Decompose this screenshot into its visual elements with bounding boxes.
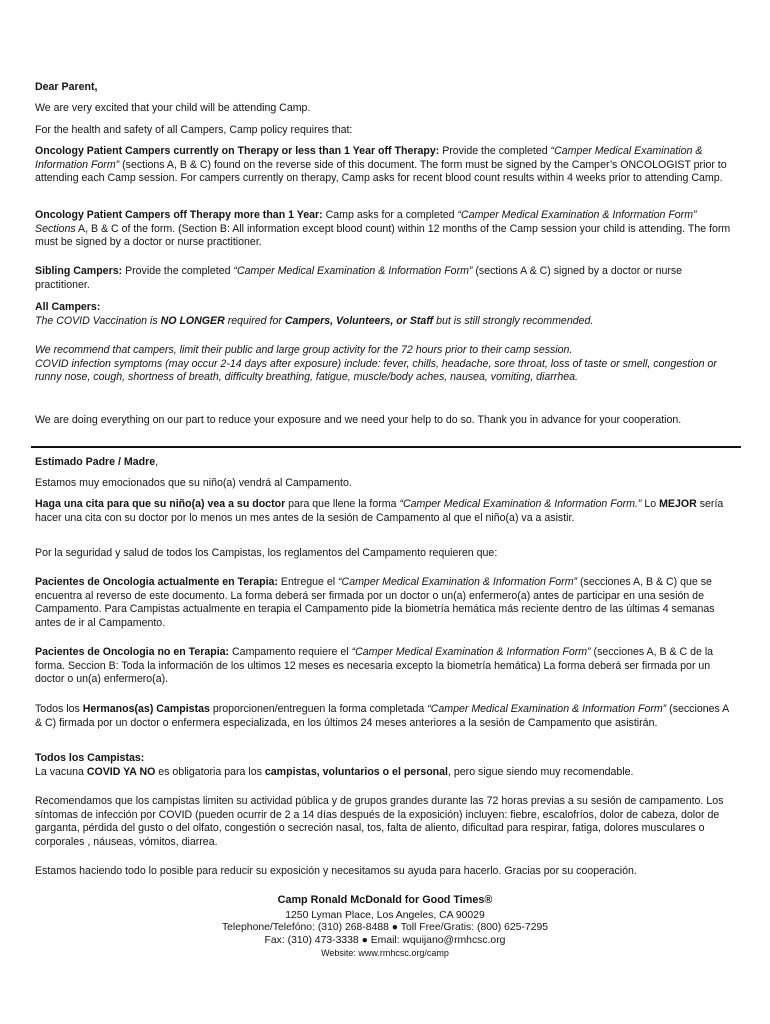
off-therapy-es: Pacientes de Oncologia no en Terapia: Campamento requiere el “Camper Medical Examination & Information Form” (secciones A, B & C de la forma. Seccion B: Toda la información de los ultimos 12 meses es necesaria excepto la biometría hemática) La forma deberá ser firmada por un doctor o un(a) enfermero(a). [35, 646, 714, 686]
off-therapy-en: Oncology Patient Campers off Therapy more than 1 Year: Camp asks for a completed “Camper Medical Examination & Information Form” Sections A, B & C of the form. (Section B: All information except blood count) within 12 months of the Camp session your child is attending. The form must be signed by a doctor or nurse practitioner. [35, 209, 731, 249]
footer-fax-email: Fax: (310) 473-3338 ● Email: wquijano@rmhcsc.org [264, 935, 506, 946]
footer-phone: Telephone/Telefóno: (310) 268-8488 ● Toll Free/Gratis: (800) 625-7295 [221, 922, 549, 933]
closing-es: Estamos haciendo todo lo posible para reducir su exposición y necesitamos su ayuda para hacerlo. Gracias por su cooperación. [35, 865, 637, 877]
greeting-es: Estimado Padre / Madre, [35, 456, 159, 468]
sibling-en: Sibling Campers: Provide the completed “Camper Medical Examination & Information Form” (sections A & C) signed by a doctor or nurse practitioner. [35, 265, 683, 291]
greeting-en: Dear Parent, [35, 81, 98, 93]
recommend-es: Recomendamos que los campistas limiten su actividad pública y de grupos grandes durante las 72 horas previas a su sesión de campamento. Los síntomas de infección por COVID (pueden ocurrir de 2 a 14 días después de la exposición) incluyen: fiebre, escalofríos, dolor de cabeza, dolor de garganta, pérdida del gusto o del olfato, congestión o secreción nasal, tos, falta de aliento, dificultad para respirar, fatiga, dolores musculares o corporales , náuseas, vómitos, diarrea. [35, 795, 724, 848]
section-divider [31, 446, 741, 448]
on-therapy-es: Pacientes de Oncologia actualmente en Terapia: Entregue el “Camper Medical Examination & Information Form” (secciones A, B & C) que se encuentra al reverso de este documento. La forma deberá ser firmada por un doctor o un(a) enfermero(a) antes de participar en una sesión de Campamento. Para Campistas actualmente en terapia el Campamento pide la biometría hemática más reciente dentro de las últimas 4 semanas antes de ir al Campamento. [35, 576, 715, 629]
footer-org: Camp Ronald McDonald for Good Times® [277, 894, 493, 906]
appointment-es: Haga una cita para que su niño(a) vea a su doctor para que llene la forma “Camper Medical Examination & Information Form.” Lo MEJOR sería hacer una cita con su doctor por lo menos un mes antes de la sesión de Campamento al que el niño(a) va a asistir. [35, 498, 724, 524]
footer-website: Website: www.rmhcsc.org/camp [321, 948, 449, 958]
all-campers-en: All Campers: The COVID Vaccination is NO LONGER required for Campers, Volunteers, or Staff but is still strongly recommended. [35, 301, 594, 327]
footer-address: 1250 Lyman Place, Los Angeles, CA 90029 [285, 910, 485, 921]
on-therapy-en: Oncology Patient Campers currently on Therapy or less than 1 Year off Therapy: Provide the completed “Camper Medical Examination & Information Form” (sections A, B & C) found on the reverse side of this document. The form must be signed by the Camper’s ONCOLOGIST prior to attending each Camp session. For campers currently on therapy, Camp asks for recent blood count results within 4 weeks prior to attending Camp. [35, 145, 727, 185]
recommend-en: We recommend that campers, limit their public and large group activity for the 72 hours prior to their camp session. COVID infection symptoms (may occur 2-14 days after exposure) include: fever, chills, headache, sore throat, loss of taste or smell, congestion or runny nose, cough, shortness of breath, difficulty breathing, fatigue, muscle/body aches, nausea, vomiting, diarrhea. [35, 344, 717, 384]
siblings-es: Todos los Hermanos(as) Campistas proporcionen/entreguen la forma completada “Camper Medical Examination & Information Form” (secciones A & C) firmada por un doctor o enfermera especializada, en los últimos 24 meses anteriores a la sesión de Campamento que asistirán. [35, 703, 729, 729]
all-campers-es: Todos los Campistas: La vacuna COVID YA NO es obligatoria para los campistas, voluntarios o el personal, pero sigue siendo muy recomendable. [35, 752, 634, 778]
policy-intro-es: Por la seguridad y salud de todos los Campistas, los reglamentos del Campamento requieren que: [35, 547, 498, 559]
policy-intro-en: For the health and safety of all Campers, Camp policy requires that: [35, 124, 353, 136]
intro-es: Estamos muy emocionados que su niño(a) vendrá al Campamento. [35, 477, 352, 489]
closing-en: We are doing everything on our part to reduce your exposure and we need your help to do so. Thank you in advance for your cooperation. [35, 414, 682, 426]
intro-en: We are very excited that your child will be attending Camp. [35, 102, 311, 114]
